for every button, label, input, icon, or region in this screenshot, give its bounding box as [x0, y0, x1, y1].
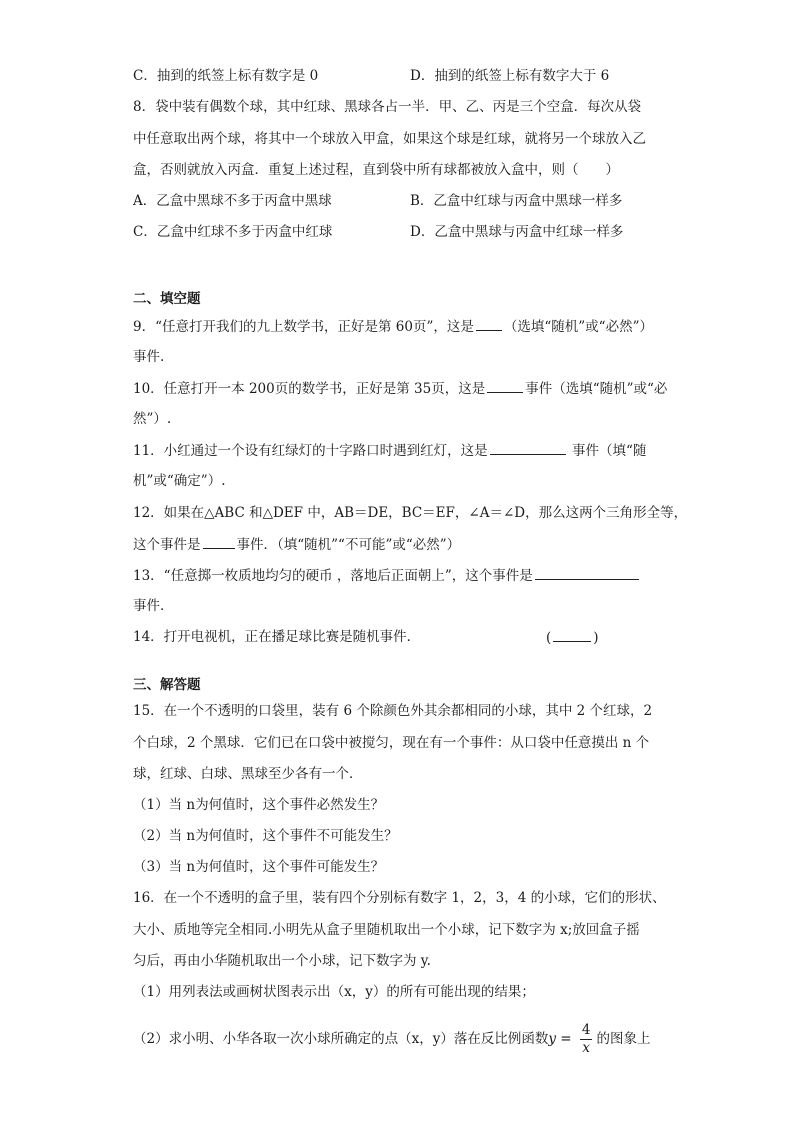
q15-sub-1: （1）当 n为何值时，这个事件必然发生？ — [133, 797, 385, 813]
q8-option-a: A．乙盒中黑球不多于丙盒中黑球 — [133, 193, 332, 209]
q10-answer-blank — [487, 378, 523, 393]
q15-line-2: 个白球，2 个黑球．它们已在口袋中被搅匀，现在有一个事件：从口袋中任意摸出 n 个 — [133, 735, 650, 751]
q14-answer-blank — [553, 627, 591, 642]
q12-line-1: 12．如果在△ABC 和△DEF 中，AB＝DE，BC＝EF，∠A＝∠D，那么这两个三角形全等， — [133, 505, 688, 521]
q11-text-after-blank: 事件（填“随 — [567, 443, 647, 459]
q12-text-before-blank: 这个事件是 — [133, 537, 201, 553]
q8-option-b: B．乙盒中红球与丙盒中黑球一样多 — [410, 193, 623, 209]
q9-text-after-blank: （选填“随机”或“必然”） — [503, 319, 653, 335]
function-equals: = — [555, 1031, 576, 1047]
q14-text: 14．打开电视机，正在播足球比赛是随机事件． — [133, 629, 421, 645]
q8-option-d: D．乙盒中黑球与丙盒中红球一样多 — [410, 224, 624, 240]
fraction-4-over-x — [580, 1022, 593, 1057]
q13-text-before-blank: 13．“任意掷一枚质地均匀的硬币 ，落地后正面朝上”，这个事件是 — [133, 568, 533, 584]
q10-line-1 — [133, 378, 667, 399]
q7-option-c: C．抽到的纸签上标有数字是 0 — [133, 68, 319, 84]
q8-line-1: 8．袋中装有偶数个球，其中红球、黑球各占一半．甲、乙、丙是三个空盒．每次从袋 — [133, 99, 642, 115]
q11-line-1 — [133, 440, 646, 461]
q8-line-3: 盒，否则就放入丙盒．重复上述过程，直到袋中所有球都被放入盒中，则（ ） — [133, 162, 619, 178]
q16-sub-2-text-before: （2）求小明、小华各取一次小球所确定的点（x，y）落在反比例函数 — [133, 1031, 549, 1047]
q11-text-before-blank: 11．小红通过一个设有红绿灯的十字路口时遇到红灯，这是 — [133, 443, 488, 459]
section-title-solve: 三、解答题 — [133, 677, 201, 693]
q7-option-d: D．抽到的纸签上标有数字大于 6 — [410, 68, 610, 84]
q13-answer-blank — [535, 565, 639, 580]
q12-text-after-blank: 事件．（填“随机”“不可能”或“必然”） — [236, 537, 461, 553]
q10-text-after-blank: 事件（选填“随机”或“必 — [525, 381, 668, 397]
q9-line-2: 事件. — [133, 349, 165, 365]
q13-line-1 — [133, 565, 641, 586]
q11-line-2: 机”或“确定”）. — [133, 473, 226, 489]
q9-answer-blank — [476, 316, 502, 331]
q15-line-1: 15．在一个不透明的口袋里，装有 6 个除颜色外其余都相同的小球，其中 2 个红球，2 — [133, 703, 653, 719]
fraction-denominator: x — [582, 1040, 590, 1056]
q13-line-2: 事件． — [133, 598, 174, 614]
function-y-symbol: y — [548, 1031, 556, 1047]
q15-sub-3: （3）当 n为何值时，这个事件可能发生？ — [133, 859, 385, 875]
q8-option-c: C．乙盒中红球不多于丙盒中红球 — [133, 224, 333, 240]
q16-line-1: 16．在一个不透明的盒子里，装有四个分别标有数字 1，2，3，4 的小球，它们的形状、 — [133, 890, 666, 906]
q10-text-before-blank: 10．任意打开一本 200页的数学书，正好是第 35页，这是 — [133, 381, 486, 397]
q16-line-3: 匀后，再由小华随机取出一个小球，记下数字为 y. — [133, 953, 431, 969]
q10-line-2: 然”）. — [133, 411, 172, 427]
q14-paren-open: ( — [546, 630, 552, 646]
fraction-numerator: 4 — [581, 1022, 591, 1038]
q16-line-2: 大小、质地等完全相同.小明先从盒子里随机取出一个小球，记下数字为 x;放回盒子摇 — [133, 922, 640, 938]
section-title-fill-in: 二、填空题 — [133, 291, 201, 307]
q14-answer-paren — [546, 627, 599, 648]
q9-line-1 — [133, 316, 653, 337]
q15-line-3: 球，红球、白球、黑球至少各有一个． — [133, 766, 363, 782]
q15-sub-2: （2）当 n为何值时，这个事件不可能发生？ — [133, 828, 398, 844]
q11-answer-blank — [490, 440, 566, 455]
q12-answer-blank — [203, 534, 235, 549]
q16-sub-2 — [133, 1022, 650, 1057]
q12-line-2 — [133, 534, 460, 555]
q16-sub-1: （1）用列表法或画树状图表示出（x，y）的所有可能出现的结果； — [133, 984, 535, 1000]
q8-line-2: 中任意取出两个球，将其中一个球放入甲盒，如果这个球是红球，就将另一个球放入乙 — [133, 131, 646, 147]
q16-sub-2-text-after: 的图象上 — [596, 1031, 651, 1047]
q9-text-before-blank: 9．“任意打开我们的九上数学书，正好是第 60页”，这是 — [133, 319, 474, 335]
q14-paren-close: ) — [593, 630, 599, 646]
